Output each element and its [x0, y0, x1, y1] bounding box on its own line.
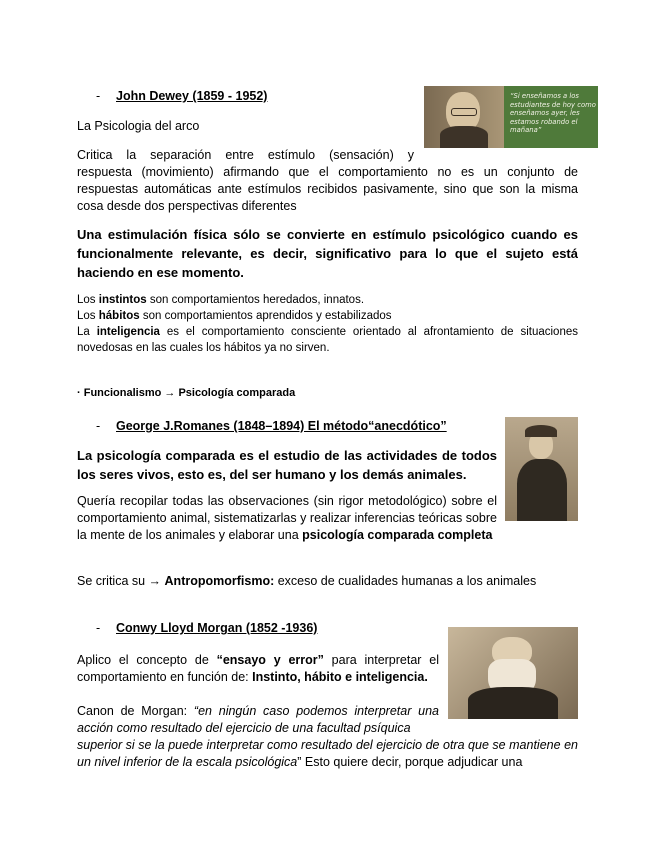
romanes-bold-paragraph: La psicología comparada es el estudio de las actividades de todos los seres vivos, esto es, del ser humano y los demás animales.: [77, 448, 497, 482]
dewey-subtitle: La Psicologia del arco: [77, 119, 200, 133]
dewey-quote-image: [424, 86, 598, 148]
definition-inteligencia: La inteligencia es el comportamiento consciente orientado al afrontamiento de situaciones novedosas en las cuales los hábitos ya no sirven.: [77, 326, 578, 354]
morgan-heading: Conwy Lloyd Morgan (1852 -1936): [116, 621, 318, 635]
morgan-paragraph: Aplico el concepto de “ensayo y error” para interpretar el comportamiento en función de: Instinto, hábito e inteligencia.: [77, 653, 439, 684]
definition-instintos: Los instintos son comportamientos heredados, innatos.: [77, 294, 365, 306]
bullet-dash: -: [96, 621, 101, 635]
dewey-para-rest: respuesta (movimiento) afirmando que el comportamiento no es un conjunto de respuestas automáticas ante estímulos recibidos pasivamente, sino que son la misma cosa desde dos perspectivas diferentes: [77, 165, 578, 213]
dewey-heading: John Dewey (1859 - 1952): [116, 89, 268, 103]
morgan-canon-part2: superior si se la puede interpretar como resultado del ejercicio de otra que se mantiene en un nivel inferior de la escala psicológica” Esto quiere decir, porque adjudicar una: [77, 738, 578, 769]
dewey-para-line1: Critica la separación entre estímulo (sensación) y: [77, 148, 414, 162]
morgan-canon-part1: Canon de Morgan: “en ningún caso podemos interpretar una acción como resultado del ejercicio de una facultad psíquica: [77, 704, 440, 735]
romanes-heading: George J.Romanes (1848–1894) El método“anecdótico”: [116, 419, 447, 433]
bullet-dash: -: [96, 89, 101, 103]
romanes-portrait: [505, 417, 578, 521]
definitions-block: [77, 292, 578, 356]
section-title: · Funcionalismo → Psicología comparada: [77, 387, 296, 399]
dewey-bold-paragraph: Una estimulación física sólo se convierte en estímulo psicológico cuando es funcionalmente relevante, es decir, significativo para lo que el sujeto está haciendo en ese momento.: [77, 227, 578, 280]
definition-habitos: Los hábitos son comportamientos aprendidos y estabilizados: [77, 310, 392, 322]
romanes-critique: Se critica su → Antropomorfismo: exceso de cualidades humanas a los animales: [77, 574, 537, 588]
romanes-paragraph: Quería recopilar todas las observaciones (sin rigor metodológico) sobre el comportamiento animal, sistematizarlas y realizar inferencias teóricas sobre la mente de los animales y elaborar una psicología comparada completa: [77, 494, 497, 542]
dewey-quote-text: “Si enseñamos a los estudiantes de hoy como enseñamos ayer, les estamos robando el mañana”: [510, 92, 596, 134]
morgan-portrait: [448, 627, 578, 719]
dewey-portrait: [424, 86, 504, 148]
bullet-dash: -: [96, 419, 101, 433]
